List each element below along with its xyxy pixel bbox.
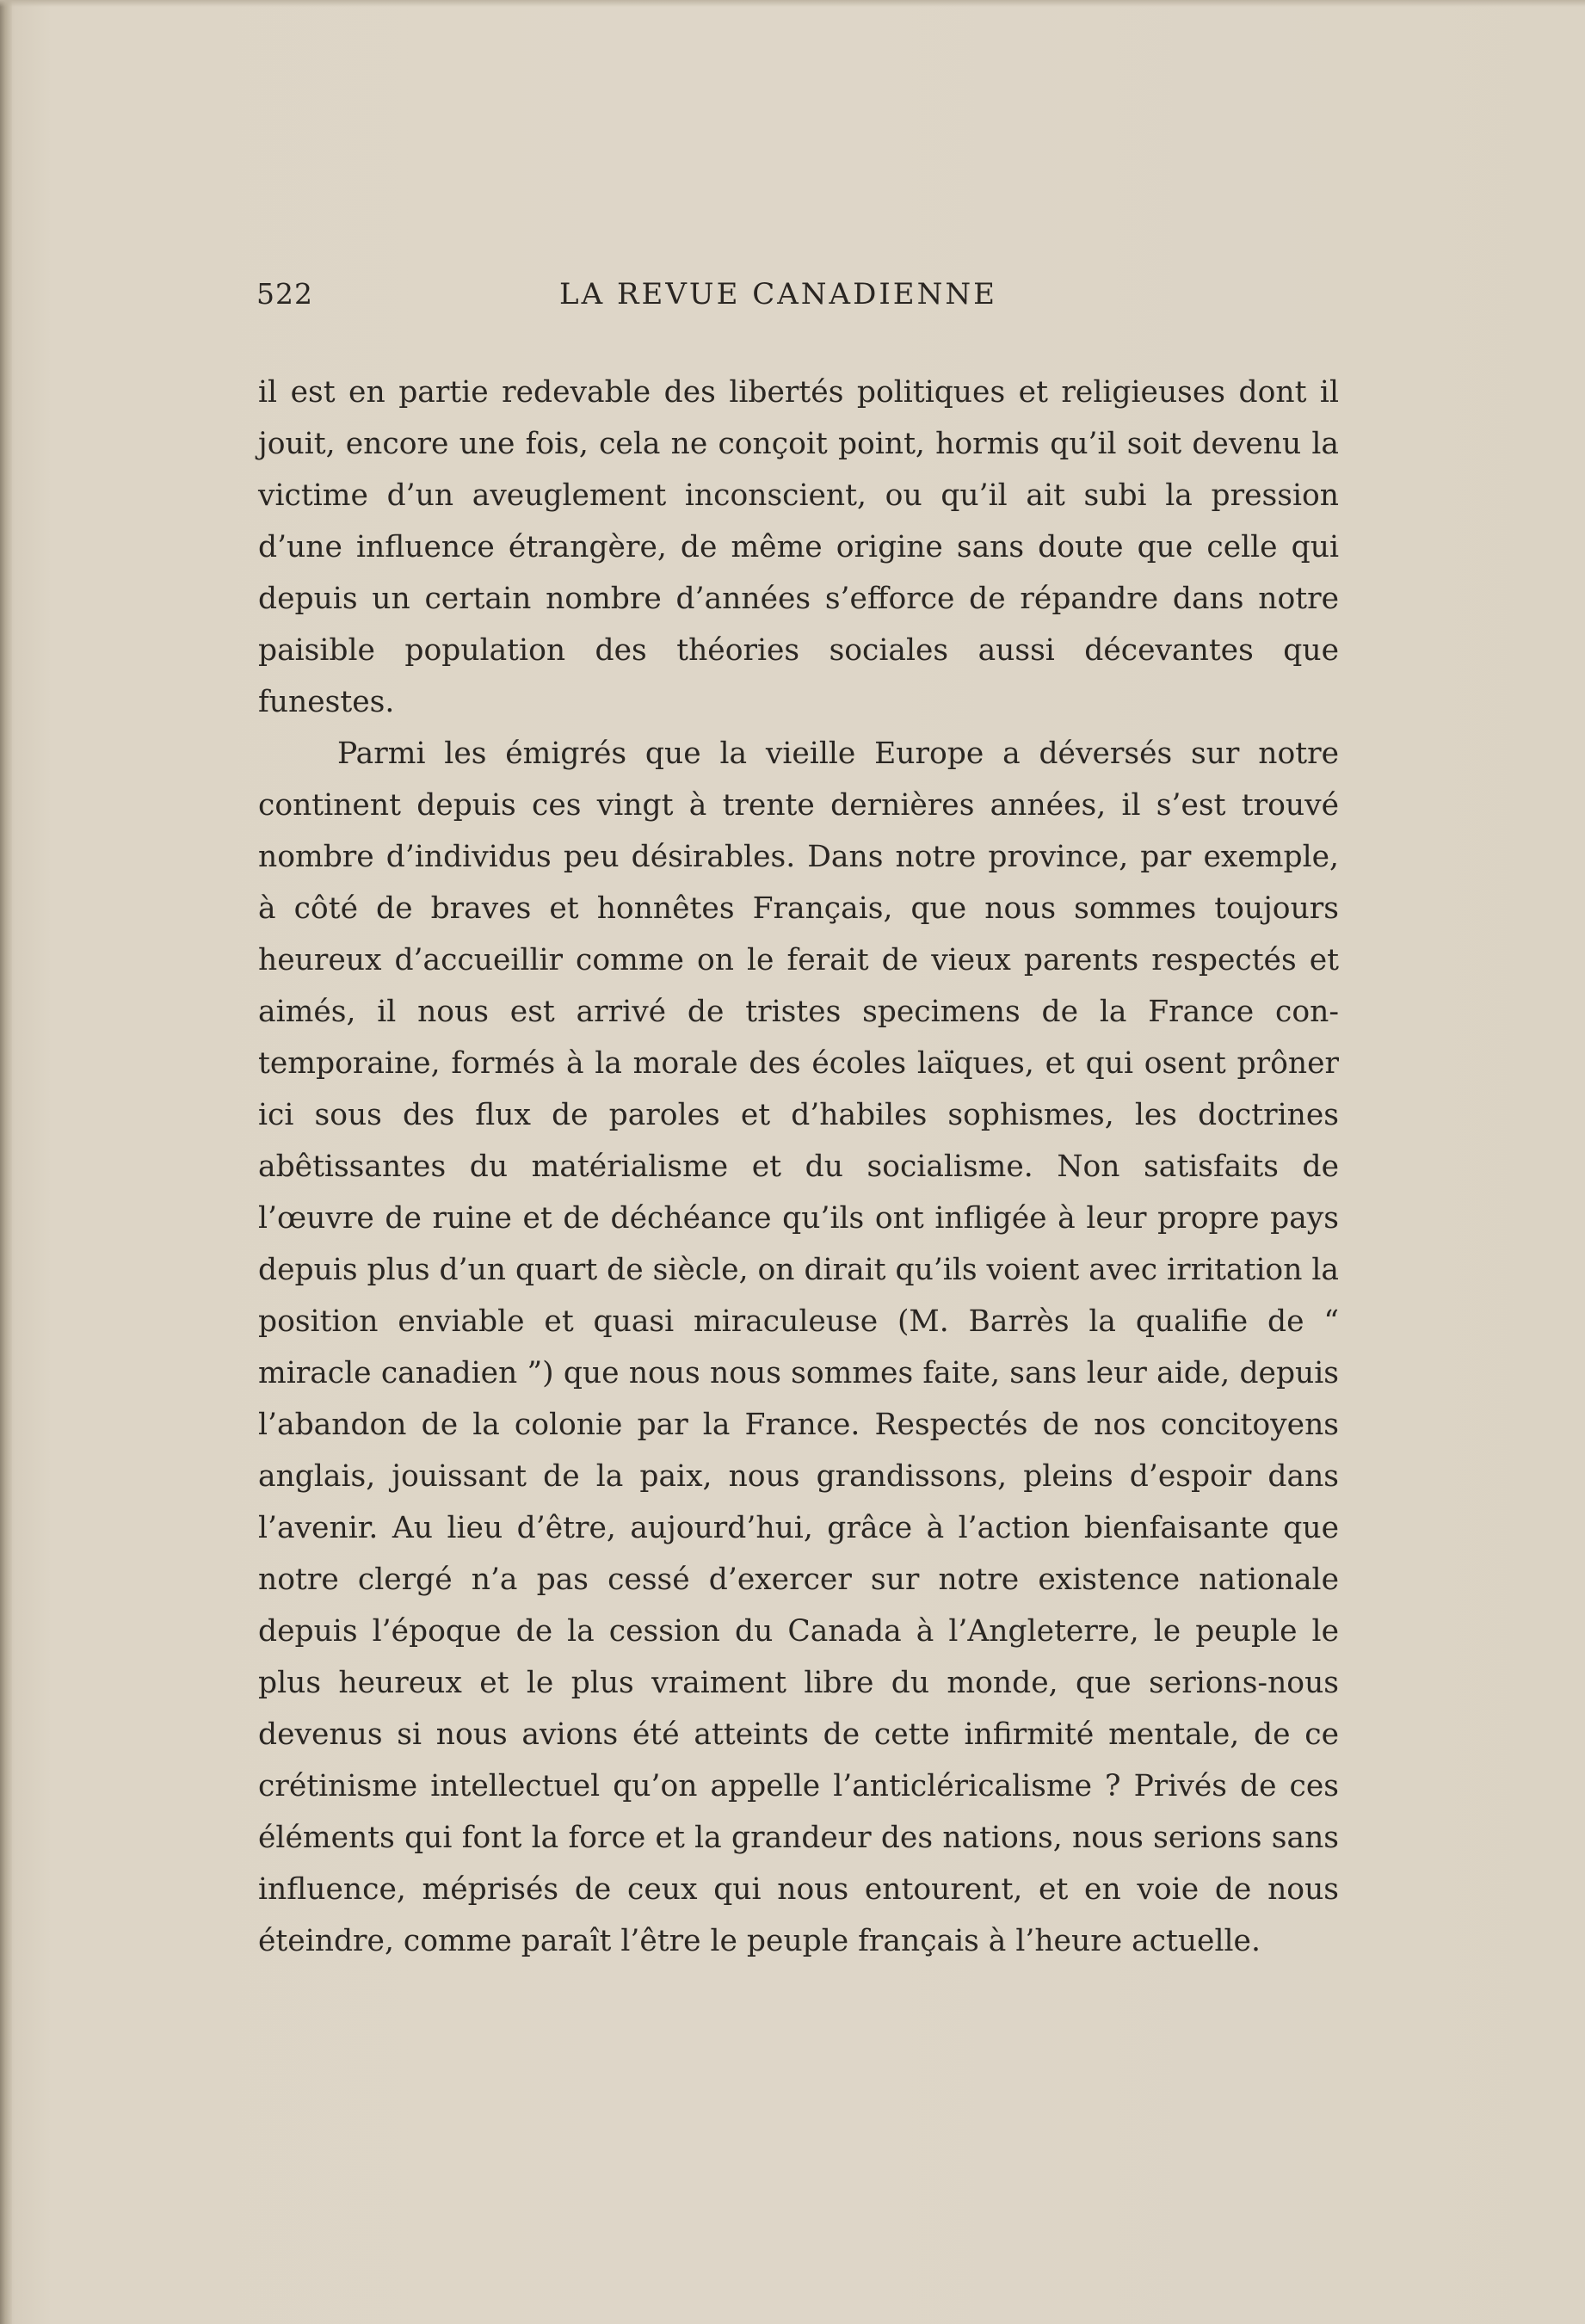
page-number: 522	[256, 277, 313, 311]
page-top-edge	[0, 0, 1585, 7]
paragraph-2: Parmi les émigrés que la vieille Europe a déversés sur notre continent depuis ces vingt à trente dernières années, il s’est trouvé nombre d’individus peu désirables. Dans notre province, par exemple, à côté de braves et honnêtes Français, que nous sommes toujours heureux d’accueillir comme on le ferait de vieux parents respectés et aimés, il nous est arrivé de tristes specimens de la France contemporaine, formés à la morale des écoles laïques, et qui osent prôner ici sous des flux de paroles et d’habiles sophismes, les doctrines abêtissantes du matérialisme et du socialisme. Non satisfaits de l’œuvre de ruine et de déchéance qu’ils ont infligée à leur propre pays depuis plus d’un quart de siècle, on dirait qu’ils voient avec irritation la position enviable et quasi miraculeuse (M. Barrès la qualifie de “ miracle canadien ”) que nous nous sommes faite, sans leur aide, depuis l’abandon de la colonie par la France. Respectés de nos concitoyens anglais, jouissant de la paix, nous grandissons, pleins d’espoir dans l’avenir. Au lieu d’être, aujourd’hui, grâce à l’action bienfaisante que notre clergé n’a pas cessé d’exercer sur notre existence nationale depuis l’époque de la cession du Canada à l’Angleterre, le peuple le plus heureux et le plus vraiment libre du monde, que serions-nous devenus si nous avions été atteints de cette infirmité mentale, de ce crétinisme intellectuel qu’on appelle l’anticléricalisme ? Privés de ces éléments qui font la force et la grandeur des nations, nous serions sans influence, méprisés de ceux qui nous entourent, et en voie de nous éteindre, comme paraît l’être le peuple français à l’heure actuelle.	[258, 737, 1339, 1958]
body-text	[258, 367, 1339, 1967]
paragraph-1: il est en partie redevable des libertés politiques et religieuses dont il jouit, encore une fois, cela ne conçoit point, hormis qu’il soit devenu la victime d’un aveuglement inconscient, ou qu’il ait subi la pression d’une influence étrangère, de même origine sans doute que celle qui depuis un certain nombre d’années s’efforce de répandre dans notre paisible population des théories sociales aussi décevantes que funestes.	[258, 375, 1339, 719]
page-binding-edge	[0, 0, 12, 2324]
running-title: LA REVUE CANADIENNE	[559, 277, 997, 311]
page-header	[256, 277, 1341, 320]
